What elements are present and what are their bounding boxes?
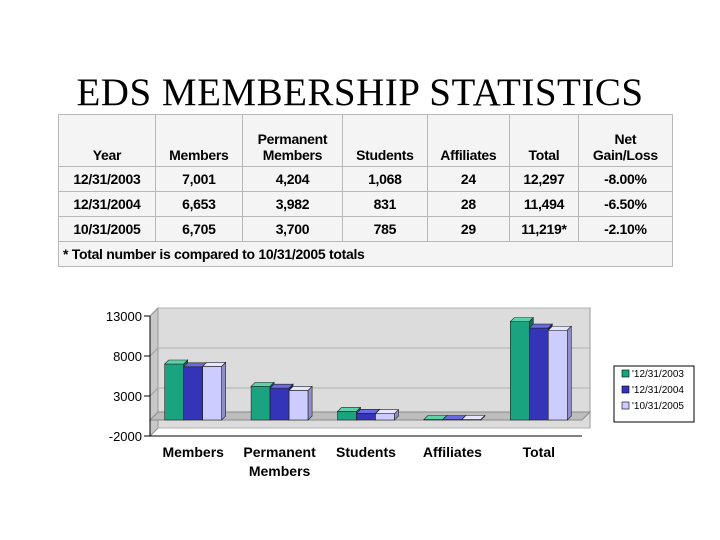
bar xyxy=(548,330,567,420)
bar xyxy=(376,414,395,420)
cell-total: 11,219* xyxy=(510,217,579,242)
x-category-label: Affiliates xyxy=(422,444,482,460)
cell-total: 12,297 xyxy=(510,167,579,192)
header-permanent-line2: Members xyxy=(262,147,323,163)
bar xyxy=(357,413,376,420)
header-students: Students xyxy=(343,115,427,167)
header-net-line2: Gain/Loss xyxy=(592,147,658,163)
bar xyxy=(251,386,270,420)
bar xyxy=(289,390,308,420)
membership-table xyxy=(58,114,673,267)
header-permanent-line1: Permanent xyxy=(257,131,328,147)
page-title: EDS MEMBERSHIP STATISTICS xyxy=(76,71,644,114)
y-tick-label: -2000 xyxy=(108,429,142,444)
x-category-label: Students xyxy=(336,444,396,460)
y-tick-label: 13000 xyxy=(105,309,142,324)
bar-side xyxy=(222,362,226,420)
bar xyxy=(510,322,529,420)
header-members: Members xyxy=(155,115,242,167)
x-category-label: Members xyxy=(248,463,311,479)
cell-members: 7,001 xyxy=(155,167,242,192)
bar xyxy=(338,411,357,420)
table-row xyxy=(59,192,673,217)
bar xyxy=(203,366,222,420)
x-category-label: Total xyxy=(522,444,556,460)
cell-net: -8.00% xyxy=(578,167,672,192)
cell-students: 1,068 xyxy=(343,167,427,192)
x-category-label: Permanent xyxy=(243,444,316,460)
cell-permanent: 4,204 xyxy=(242,167,342,192)
x-category-label: Members xyxy=(162,444,224,460)
header-total: Total xyxy=(510,115,579,167)
header-affiliates: Affiliates xyxy=(427,115,510,167)
cell-affiliates: 24 xyxy=(427,167,510,192)
cell-year: 12/31/2004 xyxy=(59,192,156,217)
table-row xyxy=(59,167,673,192)
cell-permanent: 3,700 xyxy=(242,217,342,242)
header-permanent-members xyxy=(242,115,342,167)
y-tick-label: 3000 xyxy=(113,389,142,404)
cell-students: 785 xyxy=(343,217,427,242)
header-year: Year xyxy=(59,115,156,167)
legend-label: '12/31/2003 xyxy=(632,369,684,380)
bar-side xyxy=(567,326,571,420)
bar xyxy=(529,328,548,420)
table-row xyxy=(59,217,673,242)
y-tick-label: 8000 xyxy=(113,349,142,364)
cell-members: 6,705 xyxy=(155,217,242,242)
bar xyxy=(270,388,289,420)
cell-students: 831 xyxy=(343,192,427,217)
header-net-gain-loss xyxy=(578,115,672,167)
legend-label: '12/31/2004 xyxy=(632,385,684,396)
cell-net: -6.50% xyxy=(578,192,672,217)
cell-members: 6,653 xyxy=(155,192,242,217)
cell-total: 11,494 xyxy=(510,192,579,217)
cell-permanent: 3,982 xyxy=(242,192,342,217)
legend-label: '10/31/2005 xyxy=(632,401,684,412)
cell-affiliates: 28 xyxy=(427,192,510,217)
table-footnote: * Total number is compared to 10/31/2005 totals xyxy=(59,242,673,267)
legend-swatch xyxy=(622,402,629,409)
legend-swatch xyxy=(622,386,629,393)
cell-year: 12/31/2003 xyxy=(59,167,156,192)
header-net-line1: Net xyxy=(614,131,637,147)
bar xyxy=(165,364,184,420)
table-footnote-row xyxy=(59,242,673,267)
bar-side xyxy=(308,386,312,420)
cell-net: -2.10% xyxy=(578,217,672,242)
legend-swatch xyxy=(622,370,629,377)
cell-affiliates: 29 xyxy=(427,217,510,242)
membership-bar-chart xyxy=(0,300,720,500)
cell-year: 10/31/2005 xyxy=(59,217,156,242)
table-header-row xyxy=(59,115,673,167)
bar xyxy=(184,367,203,420)
